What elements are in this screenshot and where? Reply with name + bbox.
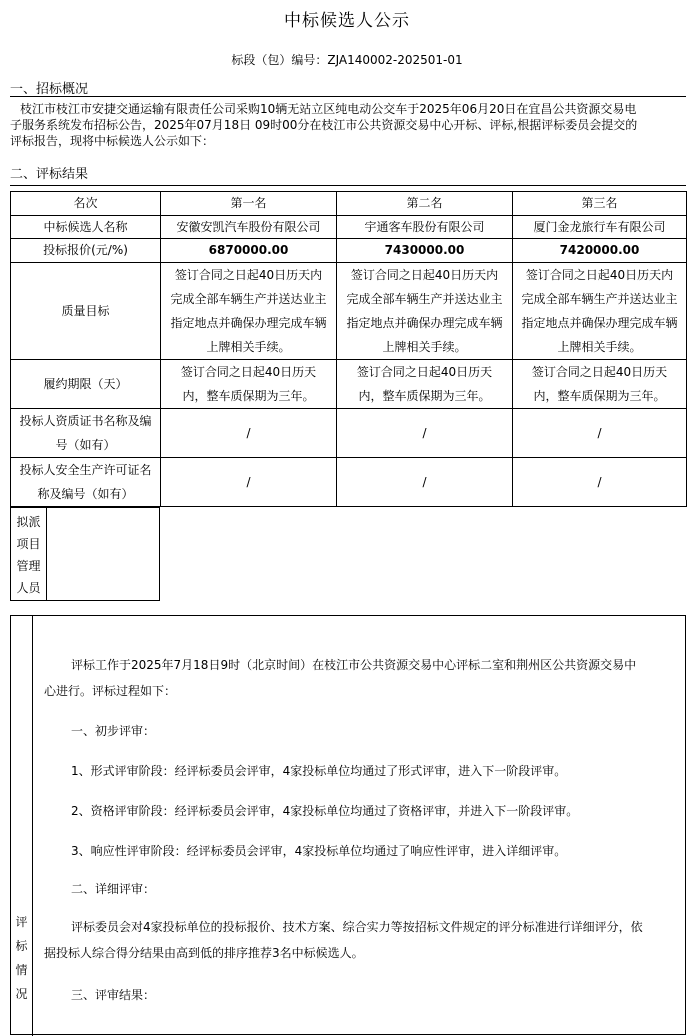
evaluation-label — [11, 616, 33, 1036]
candidate-name: 宇通客车股份有限公司 — [337, 216, 513, 239]
table-header-row — [11, 192, 687, 216]
cert-value: / — [161, 409, 337, 458]
header-cell: 第一名 — [161, 192, 337, 216]
divider — [10, 185, 686, 186]
results-table — [10, 191, 687, 507]
text-line: 签订合同之日起40日历天 — [531, 365, 668, 379]
bid-price: 6870000.00 — [161, 239, 337, 263]
eval-paragraph: 一、初步评审： — [71, 724, 156, 738]
text-line: 签订合同之日起40日历天 — [180, 365, 317, 379]
table-row — [11, 216, 687, 239]
text-line: 投标人资质证书名称及编 — [19, 414, 152, 428]
row-label — [11, 458, 161, 507]
table-row — [11, 263, 687, 360]
text-line: 人员 — [16, 581, 41, 595]
overview-line: 枝江市枝江市安捷交通运输有限责任公司采购10辆无站立区纯电动公交车于2025年06月20日在宜昌公共资源交易电 — [20, 102, 637, 116]
text-line: 指定地点并确保办理完成车辆 — [521, 316, 678, 330]
cert-value: / — [337, 409, 513, 458]
row-label: 投标报价(元/%) — [11, 239, 161, 263]
text-line: 拟派 — [16, 515, 41, 529]
eval-paragraph: 心进行。评标过程如下： — [44, 684, 177, 698]
text-line: 标 — [15, 939, 28, 953]
row-label — [11, 409, 161, 458]
overview-line: 评标报告，现将中标候选人公示如下： — [10, 134, 215, 148]
section-heading-results: 二、评标结果 — [10, 167, 89, 182]
text-line: 内，整车质保期为三年。 — [358, 389, 491, 403]
text-line: 上牌相关手续。 — [557, 340, 642, 354]
eval-paragraph: 二、详细评审： — [71, 882, 156, 896]
text-line: 指定地点并确保办理完成车辆 — [346, 316, 503, 330]
performance-period — [513, 360, 687, 409]
text-line: 指定地点并确保办理完成车辆 — [170, 316, 327, 330]
eval-paragraph: 据投标人综合得分结果由高到低的排序推荐3名中标候选人。 — [44, 946, 364, 960]
text-line: 完成全部车辆生产并送达业主 — [521, 292, 678, 306]
text-line: 号（如有） — [55, 438, 116, 452]
overview-paragraph — [10, 101, 682, 149]
overview-line: 子服务系统发布招标公告，2025年07月18日 09时00分在枝江市公共资源交易中心开标、评标,根据评标委员会提交的 — [10, 118, 638, 132]
table-row — [11, 409, 687, 458]
text-line: 情 — [15, 963, 28, 977]
text-line: 签订合同之日起40日历天内 — [525, 268, 674, 282]
table-row — [11, 239, 687, 263]
bid-price: 7430000.00 — [337, 239, 513, 263]
eval-paragraph: 三、评审结果： — [71, 988, 156, 1002]
performance-period — [161, 360, 337, 409]
evaluation-box — [10, 615, 686, 1035]
row-label: 中标候选人名称 — [11, 216, 161, 239]
text-line: 称及编号（如有） — [37, 487, 134, 501]
project-manager-label — [11, 508, 47, 600]
text-line: 完成全部车辆生产并送达业主 — [346, 292, 503, 306]
performance-period — [337, 360, 513, 409]
header-cell: 第二名 — [337, 192, 513, 216]
row-label: 质量目标 — [11, 263, 161, 360]
divider — [10, 96, 686, 97]
eval-paragraph: 3、响应性评审阶段：经评标委员会评审，4家投标单位均通过了响应性评审，进入详细评审。 — [71, 844, 567, 858]
text-line: 况 — [15, 987, 28, 1001]
text-line: 内，整车质保期为三年。 — [182, 389, 315, 403]
text-line: 管理 — [16, 559, 41, 573]
text-line: 评 — [15, 915, 28, 929]
quality-target — [337, 263, 513, 360]
project-manager-box — [10, 507, 160, 601]
text-line: 上牌相关手续。 — [206, 340, 291, 354]
text-line: 完成全部车辆生产并送达业主 — [170, 292, 327, 306]
eval-paragraph: 2、资格评审阶段：经评标委员会评审，4家投标单位均通过了资格评审，并进入下一阶段评审。 — [71, 804, 579, 818]
text-line: 上牌相关手续。 — [382, 340, 467, 354]
section-number: 标段（包）编号：ZJA140002-202501-01 — [231, 53, 463, 67]
text-line: 签订合同之日起40日历天 — [356, 365, 493, 379]
safety-value: / — [161, 458, 337, 507]
header-cell: 第三名 — [513, 192, 687, 216]
table-row — [11, 360, 687, 409]
text-line: 内，整车质保期为三年。 — [533, 389, 666, 403]
candidate-name: 安徽安凯汽车股份有限公司 — [161, 216, 337, 239]
section-heading-overview: 一、招标概况 — [10, 82, 89, 97]
header-cell: 名次 — [11, 192, 161, 216]
text-line: 签订合同之日起40日历天内 — [350, 268, 499, 282]
eval-paragraph: 1、形式评审阶段：经评标委员会评审，4家投标单位均通过了形式评审，进入下一阶段评审。 — [71, 764, 567, 778]
table-row — [11, 458, 687, 507]
safety-value: / — [337, 458, 513, 507]
text-line: 签订合同之日起40日历天内 — [174, 268, 323, 282]
quality-target — [513, 263, 687, 360]
candidate-name: 厦门金龙旅行车有限公司 — [513, 216, 687, 239]
bid-price: 7420000.00 — [513, 239, 687, 263]
text-line: 投标人安全生产许可证名 — [19, 463, 152, 477]
safety-value: / — [513, 458, 687, 507]
text-line: 项目 — [16, 537, 41, 551]
eval-paragraph: 评标工作于2025年7月18日9时（北京时间）在枝江市公共资源交易中心评标二室和荆州区公共资源交易中 — [71, 658, 637, 672]
quality-target — [161, 263, 337, 360]
page-title: 中标候选人公示 — [284, 11, 410, 31]
row-label: 履约期限（天） — [11, 360, 161, 409]
cert-value: / — [513, 409, 687, 458]
eval-paragraph: 评标委员会对4家投标单位的投标报价、技术方案、综合实力等按招标文件规定的评分标准进行详细评分，依 — [71, 920, 643, 934]
